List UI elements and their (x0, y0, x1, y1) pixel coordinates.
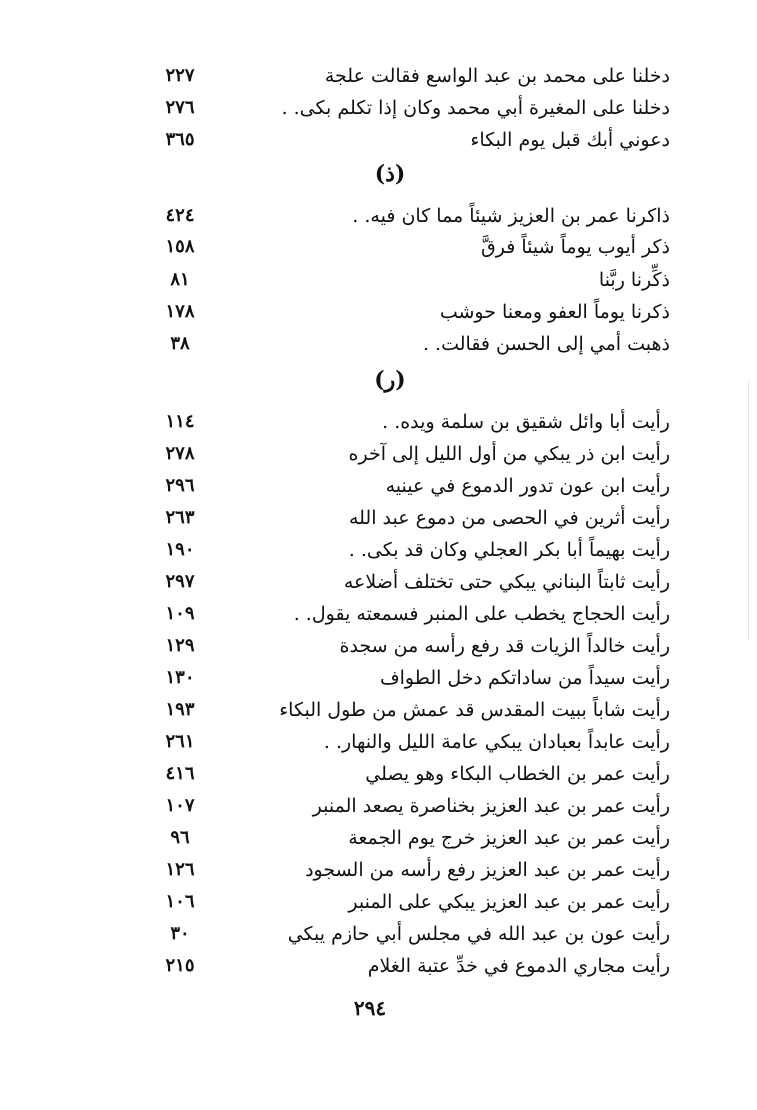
entry-text: رأيت سيداً من ساداتكم دخل الطواف (379, 667, 670, 689)
entry-text: رأيت مجاري الدموع في خدِّ عتبة الغلام (367, 955, 670, 977)
entry-page-number: ٢٩٦ (165, 475, 195, 496)
entry-text: ذاكرنا عمر بن العزيز شيئاً مما كان فيه. . (352, 205, 670, 227)
index-entry (150, 630, 670, 662)
entry-page-number: ١١٤ (165, 411, 195, 432)
index-entry (150, 790, 670, 822)
index-entry (150, 60, 670, 92)
entry-text: دخلنا على محمد بن عبد الواسع فقالت علجة (324, 65, 670, 87)
entry-page-number: ٢٦١ (165, 731, 195, 752)
index-entry (150, 758, 670, 790)
entry-text: رأيت بهيماً أبا بكر العجلي وكان قد بكى. . (348, 539, 670, 561)
entry-page-number: ٣٨ (170, 333, 190, 354)
entry-page-number: ١٢٦ (165, 859, 195, 880)
entry-text: دخلنا على المغيرة أبي محمد وكان إذا تكلم بكى. . (281, 97, 670, 119)
index-entry (150, 124, 670, 156)
entry-page-number: ٢٩٧ (165, 571, 195, 592)
index-entry (150, 598, 670, 630)
entry-text: رأيت عابداً بعبادان يبكي عامة الليل والنهار. . (323, 731, 670, 753)
entry-text: رأيت عمر بن الخطاب البكاء وهو يصلي (365, 763, 670, 785)
index-entry (150, 822, 670, 854)
entry-page-number: ٤٢٤ (165, 205, 195, 226)
index-entry (150, 918, 670, 950)
entry-text: رأيت شاباً ببيت المقدس قد عمش من طول البكاء (279, 699, 670, 721)
index-entry (150, 438, 670, 470)
entry-text: ذكِّرنا ربَّنا (598, 269, 670, 291)
entry-page-number: ١٠٩ (165, 603, 195, 624)
entry-text: دعوني أبك قبل يوم البكاء (470, 129, 670, 151)
entry-text: رأيت ابن عون تدور الدموع في عينيه (385, 475, 670, 497)
entry-page-number: ١٣٠ (165, 667, 195, 688)
section-heading-ra: (ر) (374, 367, 406, 393)
section-heading-dhal: (ذ) (374, 161, 406, 187)
index-entry (150, 328, 670, 360)
entry-text: رأيت عون بن عبد الله في مجلس أبي حازم يبكي (287, 923, 670, 945)
entry-page-number: ٢٧٦ (165, 97, 195, 118)
index-entry (150, 694, 670, 726)
index-entry (150, 231, 670, 263)
index-entry (150, 92, 670, 124)
index-entry (150, 854, 670, 886)
index-entry (150, 264, 670, 296)
index-entry (150, 726, 670, 758)
entry-page-number: ١٢٩ (165, 635, 195, 656)
page-number: ٢٩٤ (353, 996, 387, 1020)
index-entry (150, 406, 670, 438)
entry-text: رأيت أبا وائل شقيق بن سلمة ويده. . (382, 411, 670, 433)
index-entry (150, 662, 670, 694)
index-entry (150, 886, 670, 918)
entry-page-number: ١٩٣ (165, 699, 195, 720)
entry-page-number: ٢١٥ (165, 955, 195, 976)
entry-text: ذكرنا يوماً العفو ومعنا حوشب (439, 301, 670, 323)
entry-page-number: ١٥٨ (165, 236, 195, 257)
entry-page-number: ١٩٠ (165, 539, 195, 560)
entry-text: رأيت عمر بن عبد العزيز يبكي على المنبر (348, 891, 670, 913)
entry-text: ذهبت أمي إلى الحسن فقالت. . (422, 333, 670, 355)
entry-text: رأيت عمر بن عبد العزيز بخناصرة يصعد المنبر (312, 795, 670, 817)
entry-page-number: ١٠٦ (165, 891, 195, 912)
entry-text: رأيت عمر بن عبد العزيز رفع رأسه من السجود (305, 859, 670, 881)
index-entry (150, 296, 670, 328)
entry-page-number: ١٠٧ (165, 795, 195, 816)
entry-page-number: ٣٠ (170, 923, 190, 944)
entry-page-number: ٤١٦ (165, 763, 195, 784)
entry-page-number: ٢٧٨ (165, 443, 195, 464)
entry-page-number: ٢٢٧ (165, 65, 195, 86)
entry-text: رأيت ابن ذر يبكي من أول الليل إلى آخره (348, 443, 670, 465)
entry-page-number: ٢٦٣ (165, 507, 195, 528)
index-entry (150, 534, 670, 566)
index-entry (150, 566, 670, 598)
index-entry (150, 950, 670, 982)
entry-page-number: ٩٦ (170, 827, 190, 848)
entry-page-number: ٨١ (170, 269, 190, 290)
entry-text: رأيت عمر بن عبد العزيز خرج يوم الجمعة (348, 827, 670, 849)
entry-page-number: ١٧٨ (165, 301, 195, 322)
index-entry (150, 200, 670, 232)
margin-shadow (748, 380, 749, 640)
entry-text: رأيت خالداً الزيات قد رفع رأسه من سجدة (339, 635, 670, 657)
entry-text: رأيت الحجاج يخطب على المنبر فسمعته يقول. . (293, 603, 670, 625)
entry-text: رأيت ثابتاً البناني يبكي حتى تختلف أضلاعه (343, 571, 670, 593)
entry-page-number: ٣٦٥ (165, 129, 195, 150)
index-entry (150, 470, 670, 502)
index-entry (150, 502, 670, 534)
entry-text: ذكر أيوب يوماً شيئاً فرقَّ (481, 236, 670, 258)
entry-text: رأيت أثرين في الحصى من دموع عبد الله (348, 507, 670, 529)
